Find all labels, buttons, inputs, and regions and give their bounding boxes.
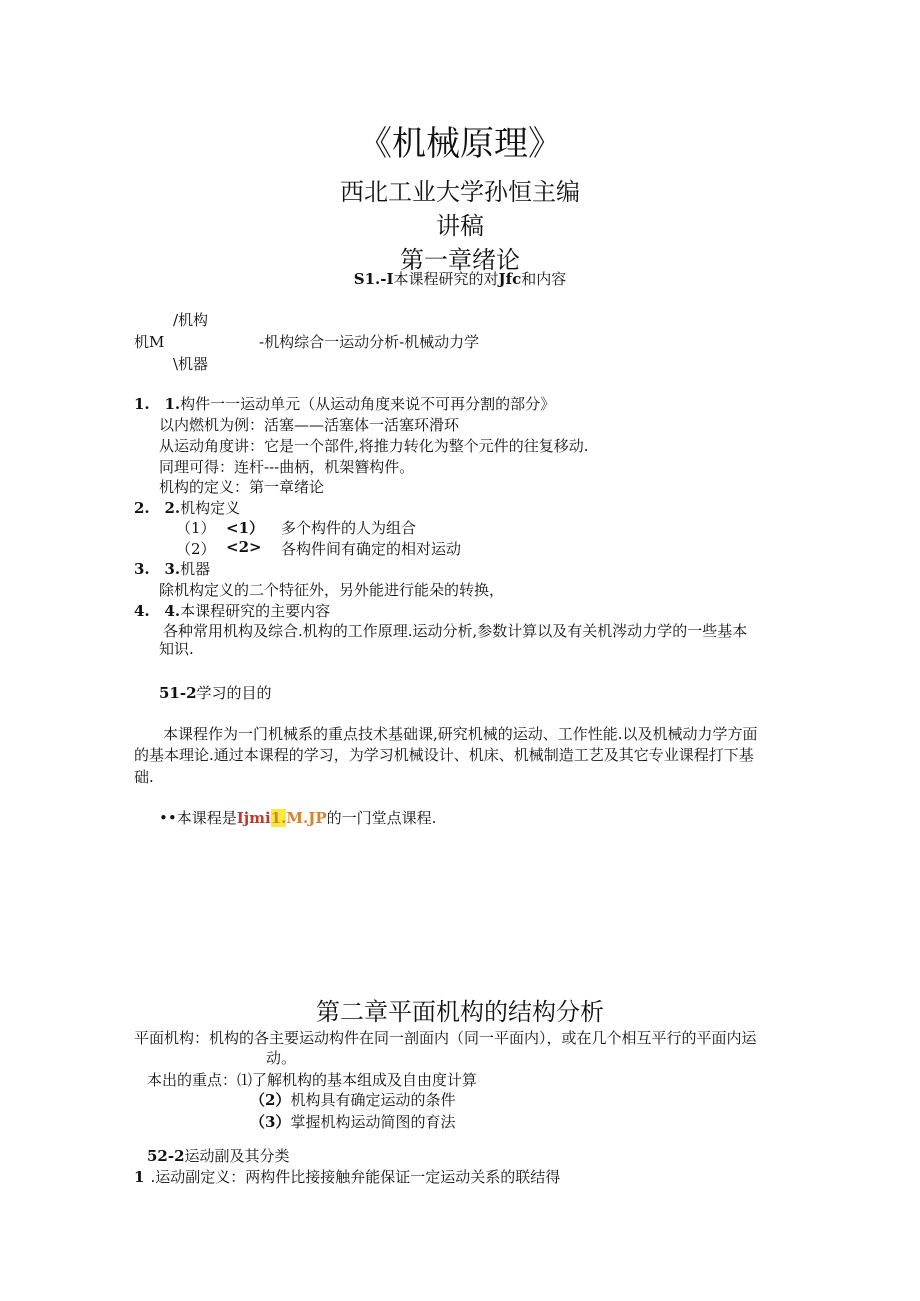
chapter-2-key-line-2 bbox=[250, 1089, 455, 1110]
chapter-2-key-line-3 bbox=[250, 1111, 455, 1132]
item-1-number: 1. bbox=[134, 395, 150, 413]
document-subtitle-2: 讲稿 bbox=[436, 212, 484, 240]
item-2-sub-2-c: 各构件间有确定的相对运动 bbox=[281, 540, 462, 558]
section-1-2-note bbox=[159, 807, 436, 828]
diagram-right: -机构综合一运动分析-机械动力学 bbox=[259, 333, 480, 351]
note-orange-text: M.JP bbox=[286, 809, 327, 827]
document-title: 《机械原理》 bbox=[358, 124, 562, 164]
item-2-sub-1-c: 多个构件的人为组合 bbox=[281, 519, 417, 537]
item-1-line-3: 同理可得：连杆---曲柄，机架簪构件。 bbox=[159, 458, 415, 476]
chapter-2-key-line-1 bbox=[147, 1069, 477, 1090]
item-2-head: 2. bbox=[164, 499, 181, 517]
diagram-bottom: \机器 bbox=[173, 355, 209, 373]
section-1-1-tail: 和内容 bbox=[521, 270, 567, 288]
item-2-sub-1-b: <1） bbox=[226, 519, 265, 537]
item-2-number: 2. bbox=[134, 499, 150, 517]
item-4-text: 本课程研究的主要内容 bbox=[180, 602, 331, 620]
item-4-head: 4. bbox=[164, 602, 181, 620]
item-2 bbox=[134, 497, 240, 518]
key-point-2-number: （2） bbox=[250, 1091, 291, 1109]
section-2-2-title: 运动副及其分类 bbox=[184, 1147, 290, 1165]
item-2-text: 机构定义 bbox=[180, 499, 241, 517]
item-1-line-2: 从运动角度讲：它是一个部件,将推力转化为整个元件的往复移动. bbox=[159, 437, 589, 455]
item-3-line-1: 除机构定义的二个特征外，另外能进行能朵的转换， bbox=[159, 581, 505, 599]
definition-number: 1 bbox=[134, 1168, 145, 1186]
item-4 bbox=[134, 600, 330, 621]
item-4-line-2: 知识. bbox=[159, 640, 194, 658]
section-1-2-para-line-1: 本课程作为一门机械系的重点技术基础课,研究机械的运动、工作性能.以及机械动力学方面 bbox=[163, 725, 758, 743]
diagram-top: /机构 bbox=[173, 311, 209, 329]
section-1-1-number: S1.-I bbox=[353, 270, 394, 288]
item-4-line-1: 各种常用机构及综合.机构的工作原理.运动分析,参数计算以及有关机涔动力学的一些基本 bbox=[163, 622, 748, 640]
chapter-1-heading: 第一章绪论 bbox=[400, 246, 520, 274]
item-1 bbox=[134, 393, 555, 414]
key-points-label: 本出的重点： bbox=[147, 1071, 238, 1089]
chapter-2-heading: 第二章平面机构的结构分析 bbox=[316, 998, 604, 1026]
item-1-line-1: 以内燃机为例：活塞——活塞体一活塞环滑环 bbox=[159, 416, 460, 434]
item-3 bbox=[134, 558, 210, 579]
section-1-2-para-line-2: 的基本理论.通过本课程的学习，为学习机械设计、机床、机械制造工艺及其它专业课程打下基 bbox=[134, 746, 754, 764]
section-1-2-title: 学习的目的 bbox=[196, 684, 272, 702]
section-2-2-number: 52-2 bbox=[147, 1147, 185, 1165]
key-point-2: 机构具有确定运动的条件 bbox=[290, 1091, 456, 1109]
section-2-2-definition bbox=[134, 1166, 560, 1187]
note-red-text: Ijmi bbox=[236, 809, 271, 827]
item-1-text: 构件一一运动单元（从运动角度来说不可再分割的部分》 bbox=[180, 395, 556, 413]
item-1-line-4: 机构的定义：第一章绪论 bbox=[159, 478, 325, 496]
item-1-head: 1. bbox=[164, 395, 181, 413]
item-2-sub-1-a: （1） bbox=[176, 519, 216, 537]
diagram-left: 机M bbox=[134, 333, 165, 351]
item-3-text: 机器 bbox=[180, 560, 211, 578]
section-1-2-heading bbox=[159, 682, 272, 703]
chapter-2-def-line-1: 平面机构：机构的各主要运动构件在同一剖面内（同一平面内），或在几个相互平行的平面内运 bbox=[134, 1029, 757, 1047]
item-2-sub-2-a: （2） bbox=[176, 540, 216, 558]
item-3-number: 3. bbox=[134, 560, 150, 578]
note-suffix: 的一门堂点课程. bbox=[326, 809, 437, 827]
document-subtitle: 西北工业大学孙恒主编 bbox=[340, 178, 580, 206]
key-point-1: ⑴了解机构的基本组成及自由度计算 bbox=[237, 1071, 478, 1089]
chapter-2-def-line-2: 动。 bbox=[266, 1049, 297, 1067]
section-1-2-number: 51-2 bbox=[159, 684, 197, 702]
note-highlight: 1. bbox=[270, 809, 287, 827]
section-1-1-bold: Jfc bbox=[498, 270, 522, 288]
item-2-sub-2-b: <2> bbox=[226, 538, 262, 556]
note-prefix: ••本课程是 bbox=[159, 809, 237, 827]
key-point-3-number: （3） bbox=[250, 1113, 291, 1131]
key-point-3: 掌握机构运动简图的育法 bbox=[290, 1113, 456, 1131]
item-4-number: 4. bbox=[134, 602, 150, 620]
section-1-1-title: 本课程研究的对 bbox=[393, 270, 499, 288]
section-1-1-heading bbox=[0, 268, 920, 289]
definition-text: .运动副定义：两构件比接接触弁能保证一定运动关系的联结得 bbox=[150, 1168, 561, 1186]
item-3-head: 3. bbox=[164, 560, 181, 578]
section-1-2-para-line-3: 础. bbox=[134, 768, 154, 786]
section-2-2-heading bbox=[147, 1145, 290, 1166]
